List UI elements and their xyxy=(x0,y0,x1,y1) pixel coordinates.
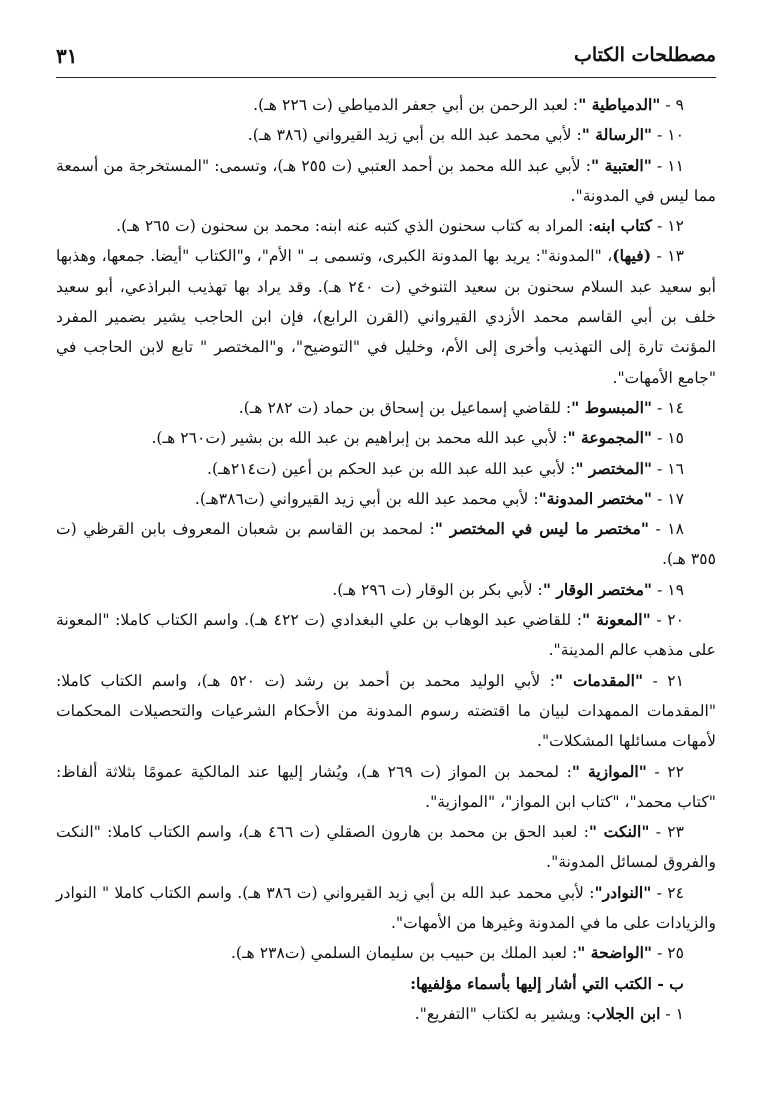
page-header xyxy=(56,38,716,78)
header-rule xyxy=(56,77,716,78)
entry-15 xyxy=(56,423,716,453)
entry-22 xyxy=(56,757,716,818)
entry-number: ٢٠ - xyxy=(650,611,684,630)
entry-term: "المختصر " xyxy=(575,458,653,478)
entry-text: : لعبد الملك بن حبيب بن سليمان السلمي (ت٢٣٨ هـ). xyxy=(230,944,578,963)
entry-term: "المقدمات " xyxy=(554,670,644,690)
entry-text: : لعبد الحق بن محمد بن هارون الصقلي (ت ٤٦٦ هـ)، واسم الكتاب كاملا: "النكت والفروق لمسائل المدونة". xyxy=(56,823,716,872)
entry-text: : المراد به كتاب سحنون الذي كتبه عنه ابنه: محمد بن سحنون (ت ٢٦٥ هـ). xyxy=(116,217,594,236)
entry-number: ١ - xyxy=(660,1004,684,1023)
entry-term: "الموازية " xyxy=(571,761,647,781)
entry-number: ١٤ - xyxy=(652,398,684,417)
entry-text: : لأبي بكر بن الوقار (ت ٢٩٦ هـ). xyxy=(332,580,543,599)
entry-term: ابن الجلاب xyxy=(591,1003,661,1023)
entry-number: ٢٥ - xyxy=(652,944,684,963)
entry-11 xyxy=(56,151,716,212)
entry-number: ١٥ - xyxy=(652,429,684,448)
entry-20 xyxy=(56,605,716,666)
entry-number: ١٩ - xyxy=(652,580,684,599)
entry-text: ، "المدونة": يريد بها المدونة الكبرى، وتسمى بـ " الأم"، و"الكتاب "أيضا. جمعها، وهذبها أبو سعيد عبد السلام سحنون بن سعيد التنوخي (ت ٢٤٠ هـ). وقد يراد بها تهذيب البراذعي، أبو سعيد خلف بن أبي القاسم محمد الأزدي القيرواني (القرن الرابع)، فإن ابن الحاجب يشير بضمير المفرد المؤنث تارة إلى التهذيب وأخرى إلى الأم، وخليل في "التوضيح"، و"المختصر " تابع لابن الحاجب في "جامع الأمهات". xyxy=(56,247,716,387)
entry-24 xyxy=(56,878,716,939)
entry-term: "المعونة " xyxy=(582,610,651,630)
entry-number: ٢١ - xyxy=(643,671,684,690)
entry-b-1 xyxy=(56,999,716,1029)
entry-text: : لأبي محمد عبد الله بن أبي زيد القيرواني (ت ٣٨٦ هـ). واسم الكتاب كاملا " النوادر والزيادات على ما في المدونة وغيرها من الأمهات". xyxy=(56,883,716,933)
entry-term: "مختصر ما ليس في المختصر " xyxy=(434,519,649,539)
entry-19 xyxy=(56,575,716,605)
entry-9 xyxy=(56,90,716,120)
entry-18 xyxy=(56,514,716,575)
entry-13 xyxy=(56,241,716,392)
entry-number: ١١ - xyxy=(651,156,684,175)
entry-term: "النوادر" xyxy=(594,882,652,902)
entry-term: كتاب ابنه xyxy=(593,216,653,236)
entry-number: ٢٤ - xyxy=(651,883,685,902)
entry-term: "مختصر الوقار " xyxy=(542,579,653,599)
entry-17 xyxy=(56,484,716,514)
entry-term: (فيها) xyxy=(612,246,652,266)
entry-number: ١٧ - xyxy=(652,489,684,508)
entry-number: ١٠ - xyxy=(652,126,684,145)
entry-number: ١٨ - xyxy=(648,520,684,539)
entry-term: "مختصر المدونة" xyxy=(538,488,653,508)
entry-21 xyxy=(56,666,716,757)
entry-text: : ويشير به لكتاب "التفريع". xyxy=(414,1004,592,1023)
entry-text: : لأبي عبد الله محمد بن أحمد العتبي (ت ٢٥٥ هـ)، وتسمى: "المستخرجة من أسمعة مما ليس في المدونة". xyxy=(56,156,716,205)
entry-term: "العتبية " xyxy=(590,155,652,175)
entry-16 xyxy=(56,454,716,484)
entry-number: ١٢ - xyxy=(652,217,684,236)
entry-text: : للقاضي إسماعيل بن إسحاق بن حماد (ت ٢٨٢ هـ). xyxy=(238,398,572,417)
entry-25 xyxy=(56,938,716,968)
entry-text: : لمحمد بن القاسم بن شعبان المعروف بابن القرظي (ت ٣٥٥ هـ). xyxy=(56,520,716,569)
entry-term: "النكت " xyxy=(588,822,650,842)
entry-text: : لأبي الوليد محمد بن أحمد بن رشد (ت ٥٢٠ هـ)، واسم الكتاب كاملا: "المقدمات الممهدات لبيان ما اقتضته رسوم المدونة من الأحكام الشرعيات والتحصيلات المحكمات لأمهات مسائلها المشكلات". xyxy=(56,671,716,751)
entry-term: "الدمياطية " xyxy=(578,95,661,114)
entry-term: "المبسوط " xyxy=(571,397,653,417)
entry-number: ١٦ - xyxy=(652,459,684,478)
entry-text: : لمحمد بن المواز (ت ٢٦٩ هـ)، ويُشار إليها عند المالكية عمومًا بثلاثة ألفاظ: "كتاب محمد"، "كتاب ابن المواز"، "الموازية". xyxy=(56,762,716,811)
page-number: ٣١ xyxy=(56,44,78,68)
section-heading: ب - الكتب التي أشار إليها بأسماء مؤلفيها: xyxy=(410,973,684,993)
entry-number: ١٣ - xyxy=(651,247,684,266)
running-title: مصطلحات الكتاب xyxy=(573,44,716,66)
entry-term: "الرسالة " xyxy=(581,125,653,145)
entry-number: ٩ - xyxy=(660,96,684,114)
entry-14 xyxy=(56,393,716,423)
entry-text: : للقاضي عبد الوهاب بن علي البغدادي (ت ٤٢٢ هـ). واسم الكتاب كاملا: "المعونة على مذهب عالم المدينة". xyxy=(56,611,716,660)
entry-text: : لعبد الرحمن بن أبي جعفر الدمياطي (ت ٢٢٦ هـ). xyxy=(253,96,579,114)
entry-12 xyxy=(56,211,716,241)
page-body xyxy=(56,90,716,1029)
entry-10 xyxy=(56,120,716,150)
entry-text: : لأبي محمد عبد الله بن أبي زيد القيرواني (ت٣٨٦هـ). xyxy=(194,489,539,508)
entry-term: "الواضحة " xyxy=(577,943,653,963)
entry-text: : لأبي محمد عبد الله بن أبي زيد القيرواني (٣٨٦ هـ). xyxy=(247,126,582,145)
entry-number: ٢٣ - xyxy=(649,823,685,842)
entry-23 xyxy=(56,817,716,878)
entry-number: ٢٢ - xyxy=(646,762,684,781)
entry-text: : لأبي عبد الله محمد بن إبراهيم بن عبد الله بن بشير (ت٢٦٠ هـ). xyxy=(151,429,568,448)
entry-text: : لأبي عبد الله عبد الله بن عبد الحكم بن أعين (ت٢١٤هـ). xyxy=(207,459,576,478)
entry-term: "المجموعة " xyxy=(567,428,653,448)
